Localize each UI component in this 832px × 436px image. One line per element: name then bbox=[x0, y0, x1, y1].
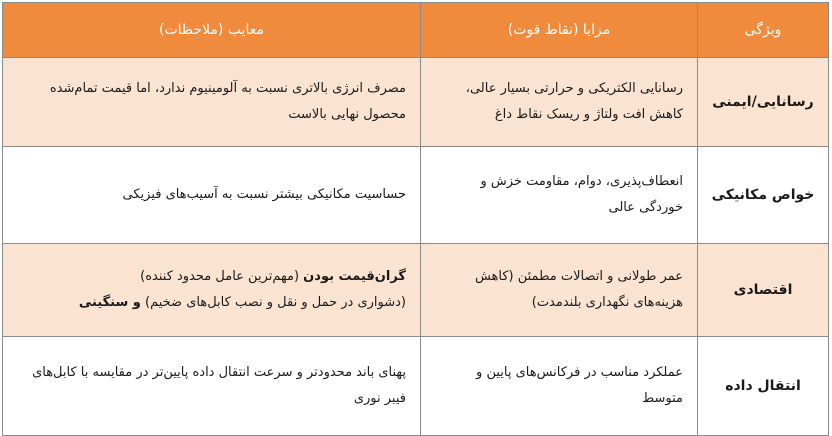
comparison-table bbox=[2, 2, 829, 436]
table-row bbox=[3, 244, 829, 337]
pros-cell: انعطاف‌پذیری، دوام، مقاومت خزش و خوردگی عالی bbox=[421, 147, 698, 244]
feature-cell: رسانایی/ایمنی bbox=[698, 58, 829, 147]
pros-cell: عملکرد مناسب در فرکانس‌های پایین و متوسط bbox=[421, 337, 698, 436]
cons-note: (مهم‌ترین عامل محدود کننده) bbox=[140, 269, 304, 284]
feature-cell: خواص مکانیکی bbox=[698, 147, 829, 244]
cons-cell: پهنای باند محدودتر و سرعت انتقال داده پایین‌تر در مقایسه با کابل‌های فیبر نوری bbox=[3, 337, 421, 436]
cons-bold-phrase: و سنگینی bbox=[78, 295, 141, 310]
feature-cell: انتقال داده bbox=[698, 337, 829, 436]
cons-bold-phrase: گران‌قیمت بودن bbox=[303, 269, 406, 284]
pros-cell: عمر طولانی و اتصالات مطمئن (کاهش هزینه‌های نگهداری بلندمدت) bbox=[421, 244, 698, 337]
cons-cell: مصرف انرژی بالاتری نسبت به آلومینیوم ندارد، اما قیمت تمام‌شده محصول نهایی بالاست bbox=[3, 58, 421, 147]
feature-cell: اقتصادی bbox=[698, 244, 829, 337]
table-row bbox=[3, 337, 829, 436]
cons-note: (دشواری در حمل و نقل و نصب کابل‌های ضخیم) bbox=[145, 295, 406, 310]
header-row bbox=[3, 3, 829, 58]
header-pros: مزایا (نقاط قوت) bbox=[421, 3, 698, 58]
table-row bbox=[3, 58, 829, 147]
cons-cell bbox=[3, 244, 421, 337]
header-cons: معایب (ملاحظات) bbox=[3, 3, 421, 58]
table-row bbox=[3, 147, 829, 244]
cons-cell: حساسیت مکانیکی بیشتر نسبت به آسیب‌های فیزیکی bbox=[3, 147, 421, 244]
pros-cell: رسانایی الکتریکی و حرارتی بسیار عالی، کاهش افت ولتاژ و ریسک نقاط داغ bbox=[421, 58, 698, 147]
header-feature: ویژگی bbox=[698, 3, 829, 58]
